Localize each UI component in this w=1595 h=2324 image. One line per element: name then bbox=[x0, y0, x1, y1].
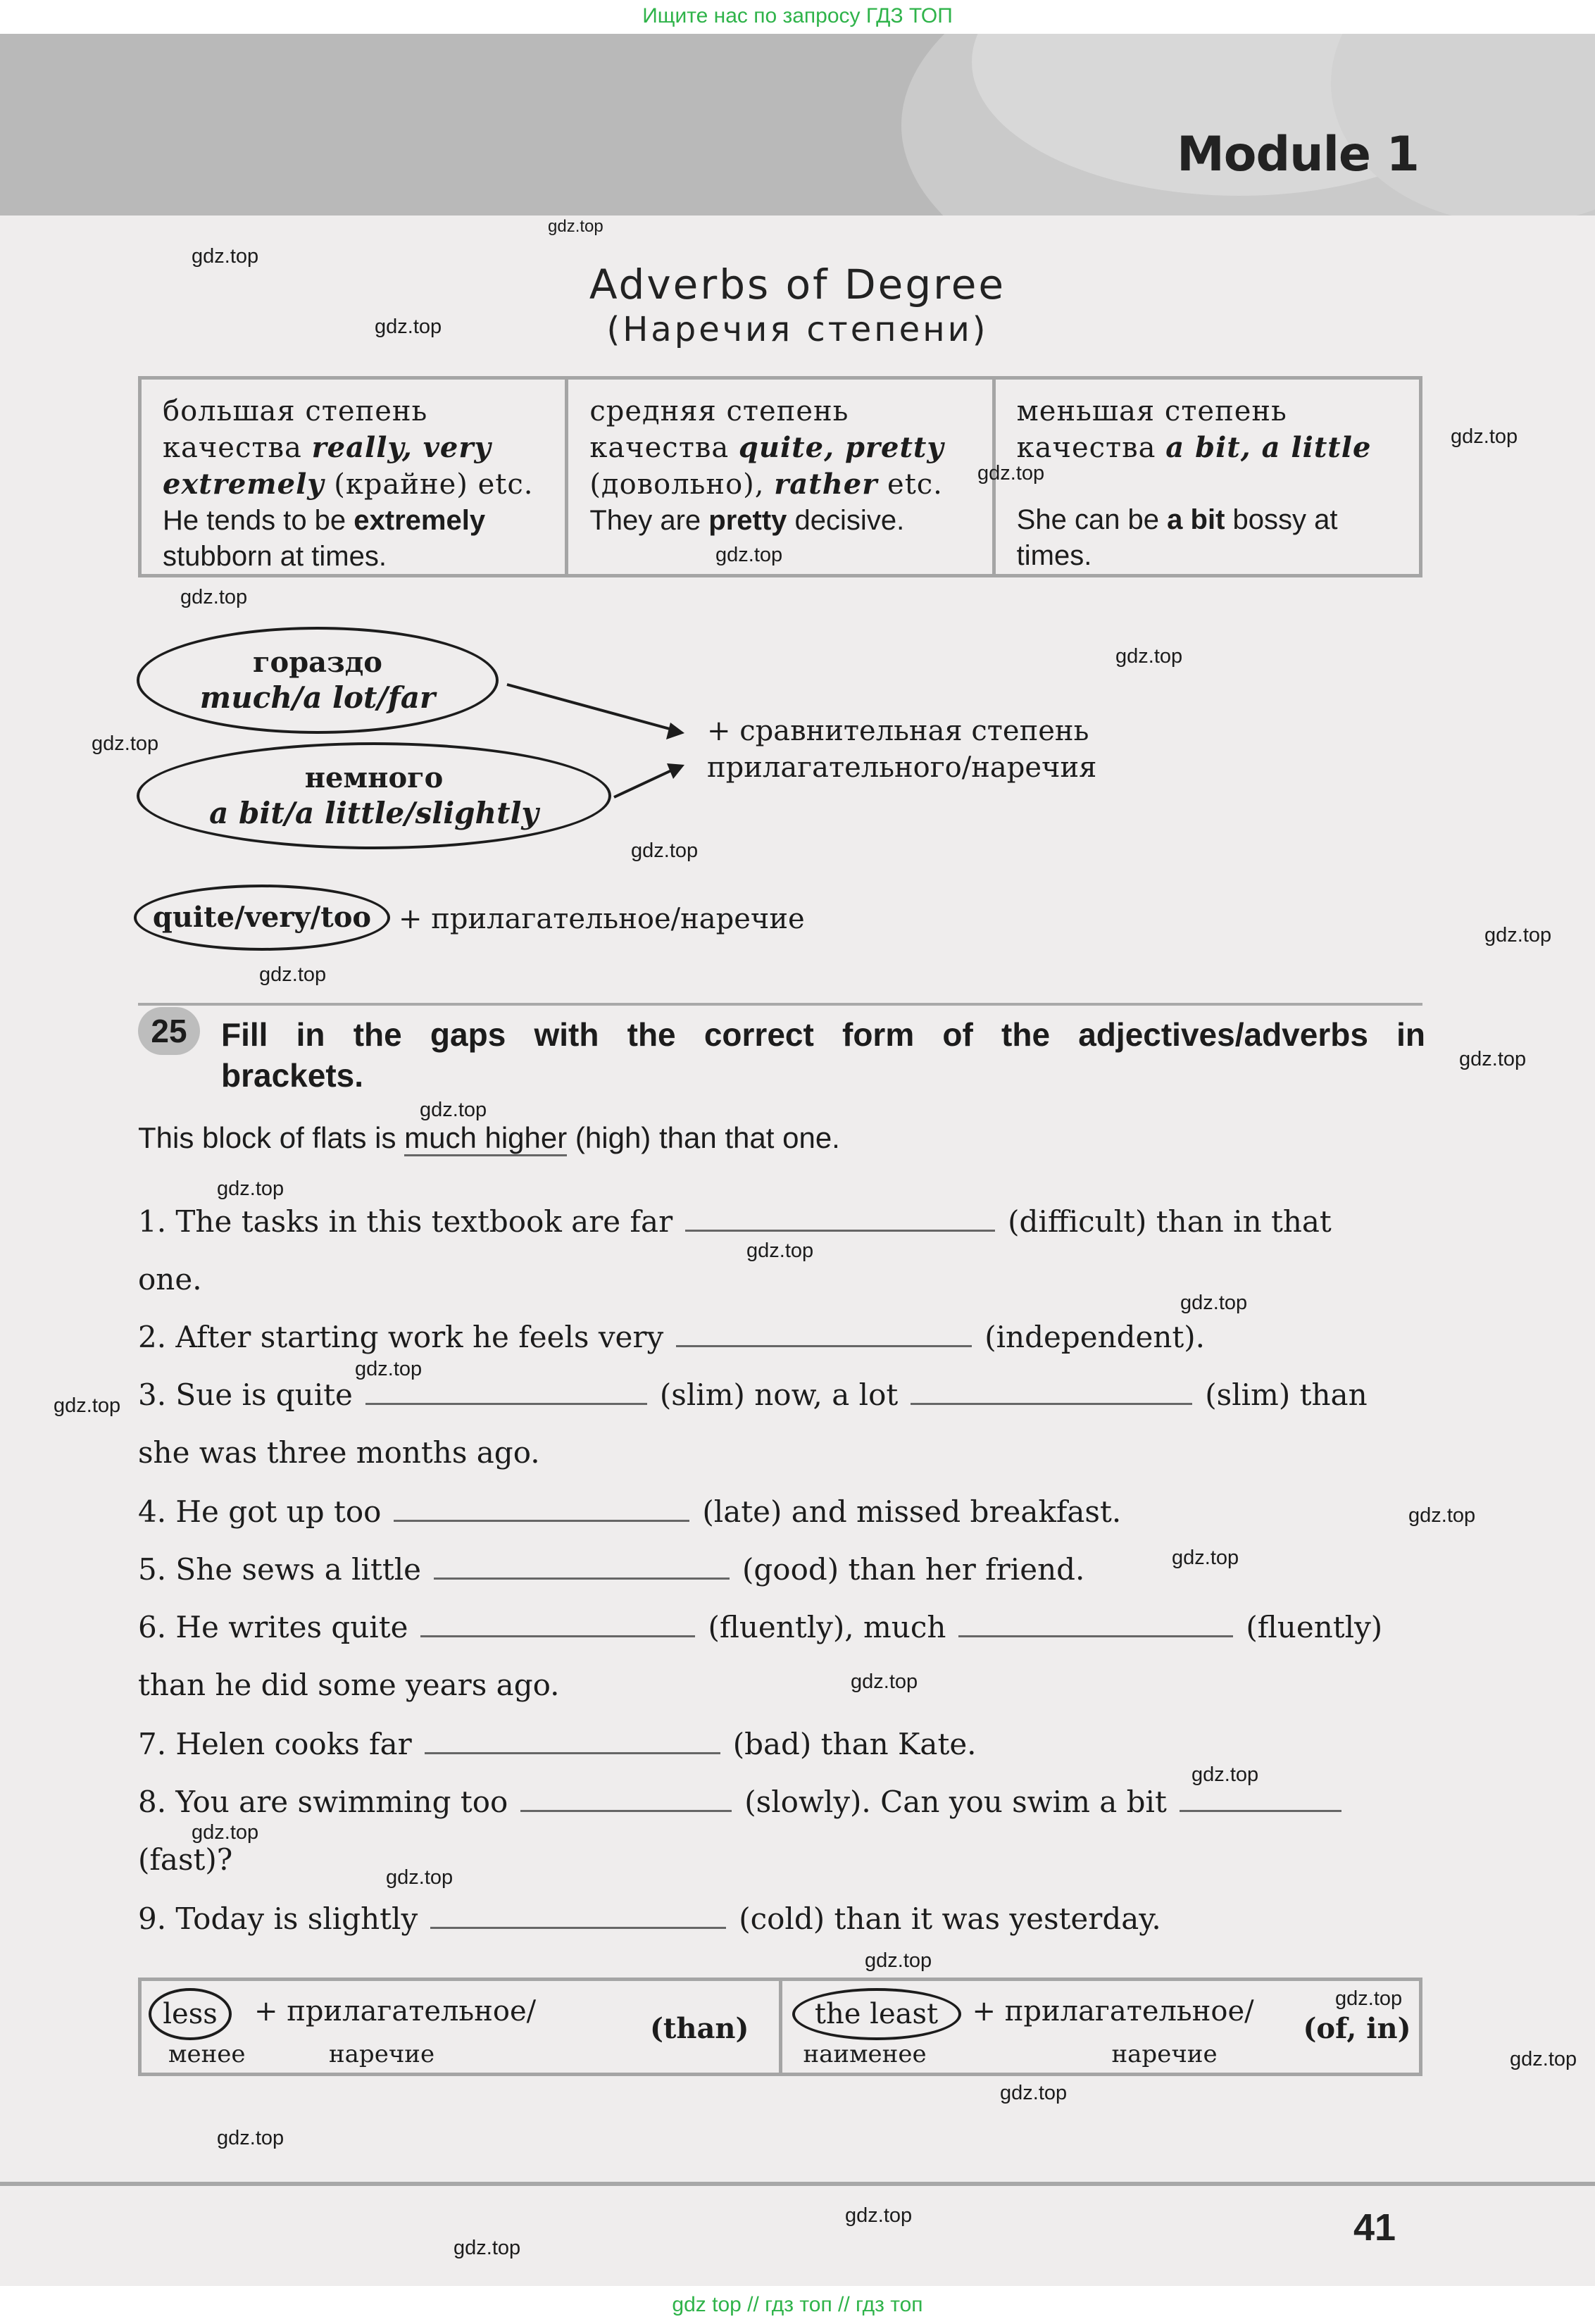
watermark: gdz.top bbox=[715, 544, 783, 566]
top-notice: Ищите нас по запросу ГДЗ ТОП bbox=[642, 4, 953, 27]
exercise-item-3-cont: she was three months ago. bbox=[138, 1435, 540, 1470]
bottom-notice: gdz top // гдз топ // гдз топ bbox=[672, 2293, 923, 2316]
answer-gap[interactable] bbox=[520, 1789, 732, 1812]
watermark: gdz.top bbox=[1115, 645, 1183, 668]
answer-gap[interactable] bbox=[420, 1614, 695, 1637]
answer-gap[interactable] bbox=[394, 1499, 689, 1522]
watermark: gdz.top bbox=[1180, 1292, 1248, 1314]
exercise-number: 25 bbox=[138, 1007, 200, 1055]
watermark: gdz.top bbox=[217, 2127, 284, 2149]
watermark: gdz.top bbox=[386, 1866, 454, 1889]
watermark: gdz.top bbox=[420, 1099, 487, 1121]
example-answer: much higher bbox=[404, 1121, 567, 1156]
watermark: gdz.top bbox=[1000, 2082, 1068, 2104]
watermark: gdz.top bbox=[548, 217, 603, 236]
watermark: gdz.top bbox=[631, 839, 699, 862]
exercise-item-6-cont: than he did some years ago. bbox=[138, 1668, 560, 1702]
flower-decoration bbox=[0, 34, 1595, 215]
watermark: gdz.top bbox=[977, 462, 1045, 485]
watermark: gdz.top bbox=[1335, 1987, 1403, 2010]
header-banner bbox=[0, 34, 1595, 215]
exercise-item-3: 3. Sue is quite (slim) now, a lot (slim) than bbox=[138, 1377, 1368, 1412]
exercise-item-1-cont: one. bbox=[138, 1262, 202, 1297]
exercise-item-4: 4. He got up too (late) and missed breakfast. bbox=[138, 1494, 1122, 1529]
watermark: gdz.top bbox=[180, 586, 248, 608]
answer-gap[interactable] bbox=[365, 1382, 647, 1405]
exercise-example: This block of flats is much higher (high) than that one. bbox=[138, 1120, 840, 1156]
watermark: gdz.top bbox=[746, 1239, 814, 1262]
watermark: gdz.top bbox=[845, 2204, 913, 2227]
exercise-item-9: 9. Today is slightly (cold) than it was yesterday. bbox=[138, 1901, 1161, 1936]
answer-gap[interactable] bbox=[430, 1906, 726, 1929]
watermark: gdz.top bbox=[375, 316, 442, 338]
watermark: gdz.top bbox=[192, 1821, 259, 1844]
comparative-note: + сравнительная степень прилагательного/наречия bbox=[707, 715, 1097, 784]
watermark: gdz.top bbox=[1172, 1547, 1239, 1569]
watermark: gdz.top bbox=[1408, 1504, 1476, 1527]
module-label: Module 1 bbox=[1177, 127, 1419, 182]
page-title: Adverbs of Degree bbox=[589, 261, 1006, 308]
watermark: gdz.top bbox=[259, 963, 327, 986]
exercise-item-7: 7. Helen cooks far (bad) than Kate. bbox=[138, 1727, 977, 1761]
bottom-notice-bar bbox=[0, 2286, 1595, 2324]
less-cell: less + прилагательное/ менее наречие (than) bbox=[142, 1981, 779, 2073]
least-cell: the least + прилагательное/ наименее наречие (of, in) bbox=[779, 1981, 1420, 2073]
top-notice-bar bbox=[0, 0, 1595, 34]
section-divider bbox=[138, 1003, 1422, 1006]
oval-bit: немного a bit/a little/slightly bbox=[137, 742, 611, 849]
exercise-item-8-cont: (fast)? bbox=[138, 1842, 233, 1877]
arrows bbox=[493, 676, 704, 817]
page-subtitle: (Наречия степени) bbox=[606, 310, 989, 349]
watermark: gdz.top bbox=[1451, 425, 1518, 448]
answer-gap[interactable] bbox=[958, 1614, 1233, 1637]
watermark: gdz.top bbox=[454, 2237, 521, 2259]
watermark: gdz.top bbox=[355, 1358, 423, 1380]
watermark: gdz.top bbox=[1484, 924, 1552, 947]
answer-gap[interactable] bbox=[1180, 1789, 1341, 1812]
answer-gap[interactable] bbox=[685, 1208, 995, 1232]
watermark: gdz.top bbox=[1510, 2048, 1577, 2070]
exercise-instruction: Fill in the gaps with the correct form of the adjectives/adverbs in bbox=[221, 1016, 1425, 1053]
page-number: 41 bbox=[1353, 2206, 1396, 2249]
oval-quite: quite/very/too bbox=[134, 885, 390, 951]
exercise-item-2: 2. After starting work he feels very (independent). bbox=[138, 1320, 1206, 1354]
answer-gap[interactable] bbox=[425, 1731, 720, 1754]
exercise-item-8: 8. You are swimming too (slowly). Can you swim a bit bbox=[138, 1785, 1354, 1820]
watermark: gdz.top bbox=[851, 1670, 918, 1693]
watermark: gdz.top bbox=[1459, 1048, 1527, 1070]
oval-much: гораздо much/a lot/far bbox=[137, 627, 499, 734]
watermark: gdz.top bbox=[54, 1394, 121, 1417]
watermark: gdz.top bbox=[217, 1177, 284, 1200]
watermark: gdz.top bbox=[192, 245, 259, 268]
degree-cell-high: большая степень качества really, very extremely (крайне) etc. He tends to be extremely stubborn at times. bbox=[163, 395, 534, 572]
less-least-table bbox=[138, 1978, 1422, 2076]
answer-gap[interactable] bbox=[911, 1382, 1192, 1405]
exercise-item-5: 5. She sews a little (good) than her friend. bbox=[138, 1552, 1085, 1587]
watermark: gdz.top bbox=[1191, 1763, 1259, 1786]
exercise-item-1: 1. The tasks in this textbook are far (difficult) than in that bbox=[138, 1204, 1332, 1239]
exercise-instruction-2: brackets. bbox=[221, 1057, 364, 1094]
answer-gap[interactable] bbox=[434, 1556, 730, 1580]
exercise-item-6: 6. He writes quite (fluently), much (fluently) bbox=[138, 1610, 1383, 1644]
degree-cell-medium: средняя степень качества quite, pretty (довольно), rather etc. They are pretty decisive. bbox=[565, 380, 992, 574]
answer-gap[interactable] bbox=[676, 1324, 972, 1347]
degree-cell-low: меньшая степень качества a bit, a little She can be a bit bossy at times. bbox=[992, 380, 1419, 574]
oval-quite-note: + прилагательное/наречие bbox=[399, 903, 805, 935]
watermark: gdz.top bbox=[865, 1949, 932, 1972]
footer-divider bbox=[0, 2182, 1595, 2186]
circled-less: less bbox=[149, 1988, 232, 2040]
watermark: gdz.top bbox=[92, 732, 159, 755]
circled-the-least: the least bbox=[792, 1988, 961, 2040]
